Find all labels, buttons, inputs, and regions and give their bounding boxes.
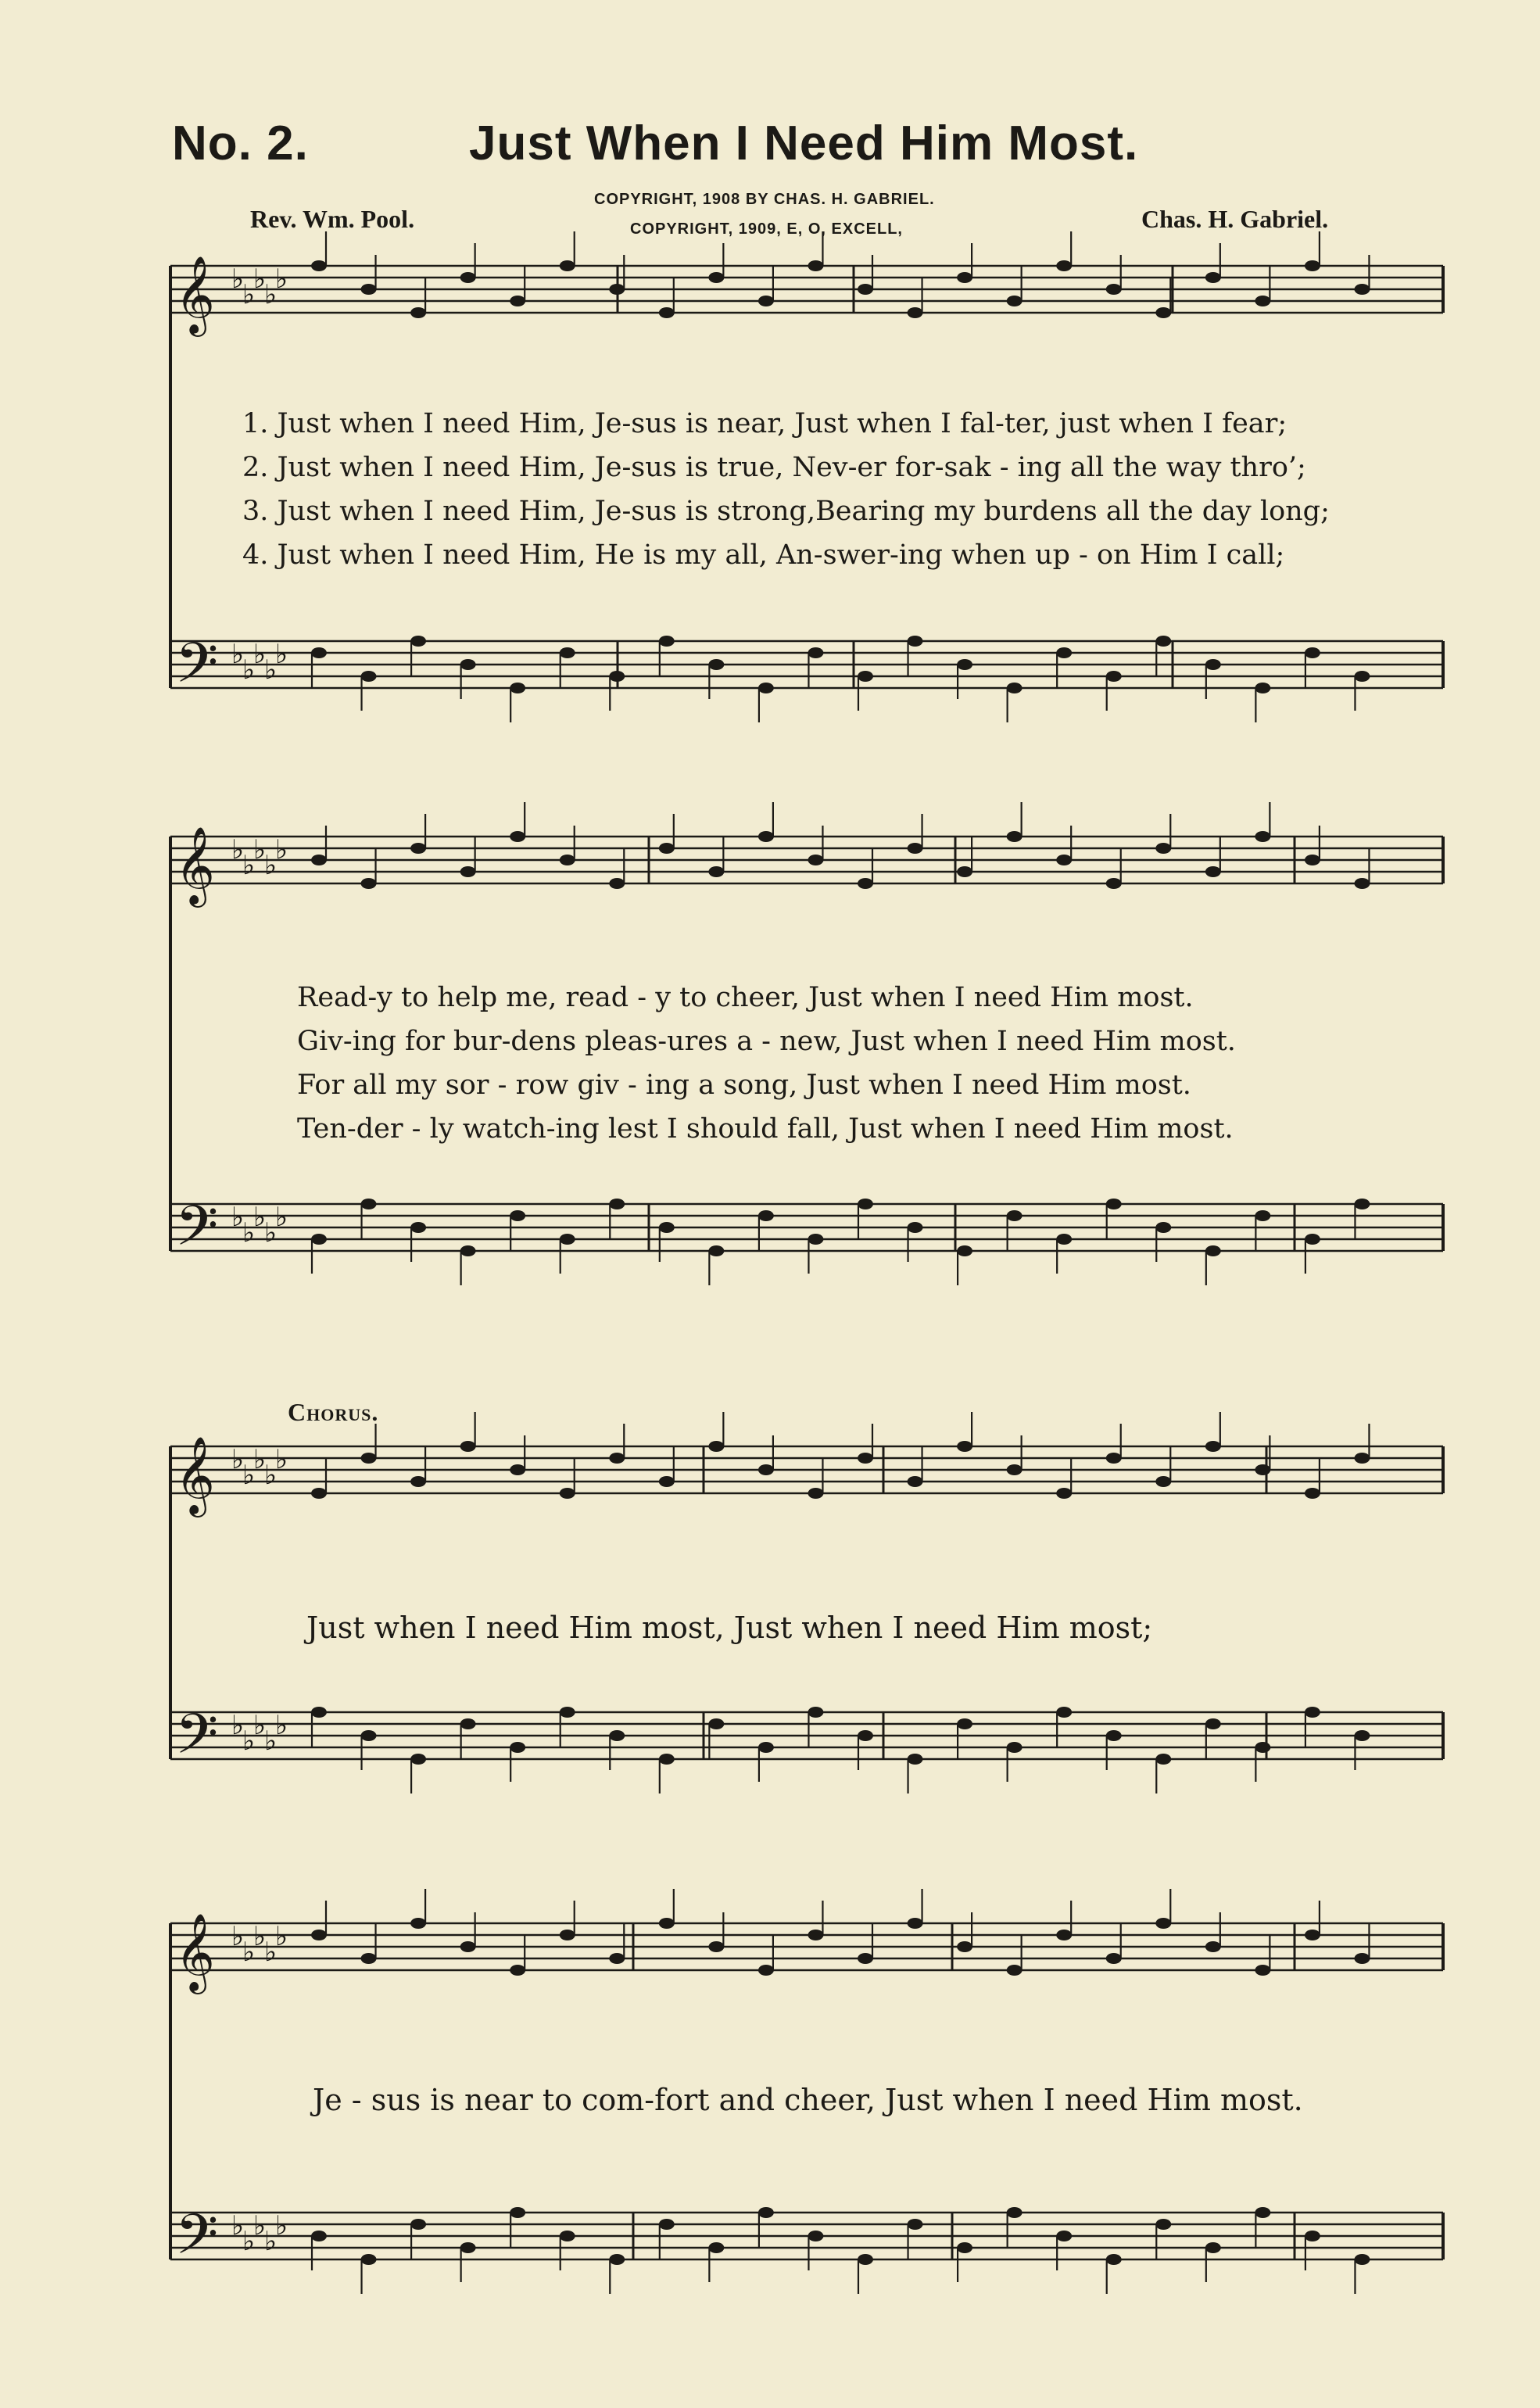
note-head [758, 296, 774, 306]
flat-sign: ♭ [253, 2210, 267, 2241]
copyright-line-1: COPYRIGHT, 1908 BY CHAS. H. GABRIEL. [594, 191, 935, 208]
note-head [858, 1453, 873, 1464]
flat-sign: ♭ [264, 1460, 278, 1491]
note-head [1255, 1464, 1270, 1475]
note-head [560, 2231, 575, 2241]
note-head [609, 284, 625, 295]
verse-4: 4. Just when I need Him, He is my all, An-swer-ing when up - on Him I call; [242, 539, 1285, 571]
note-head [1354, 284, 1370, 295]
flat-sign: ♭ [264, 654, 278, 686]
note-head [609, 671, 625, 682]
note-head [1007, 831, 1022, 842]
note-head [1205, 1718, 1221, 1729]
note-head [410, 2219, 426, 2230]
note-head [1305, 855, 1320, 865]
note-head [1056, 1234, 1072, 1245]
flat-sign: ♭ [275, 1921, 288, 1952]
note-head [808, 1707, 823, 1718]
note-head [1056, 647, 1072, 658]
note-head [758, 1742, 774, 1753]
note-head [808, 647, 823, 658]
note-head [957, 1941, 972, 1952]
note-head [1056, 260, 1072, 271]
note-head [410, 1918, 426, 1929]
note-head [957, 866, 972, 877]
flat-sign: ♭ [253, 263, 267, 295]
note-head [808, 2231, 823, 2241]
note-head [510, 1742, 525, 1753]
note-head [1007, 1464, 1022, 1475]
note-head [609, 2254, 625, 2265]
note-head [1155, 1476, 1171, 1487]
flat-sign: ♭ [275, 834, 288, 865]
note-head [1155, 1918, 1171, 1929]
note-head [1255, 1965, 1270, 1976]
flat-sign: ♭ [231, 1202, 245, 1233]
note-head [1354, 2254, 1370, 2265]
note-head [708, 2242, 724, 2253]
flat-sign: ♭ [275, 1710, 288, 1741]
flat-sign: ♭ [253, 639, 267, 670]
verse-2: 2. Just when I need Him, Je-sus is true, Nev-er for-sak - ing all the way thro’; [242, 452, 1306, 483]
note-head [460, 1441, 476, 1452]
flat-sign: ♭ [275, 1202, 288, 1233]
verse-1: 1. Just when I need Him, Je-sus is near, Just when I fal-ter, just when I fear; [242, 408, 1288, 439]
flat-sign: ♭ [231, 1444, 245, 1475]
note-head [708, 1941, 724, 1952]
note-head [858, 1199, 873, 1209]
note-head [410, 1476, 426, 1487]
note-head [1354, 1199, 1370, 1209]
note-head [1106, 878, 1122, 889]
note-head [1106, 1730, 1122, 1741]
flat-sign: ♭ [231, 1921, 245, 1952]
note-head [1255, 1742, 1270, 1753]
note-head [1155, 2219, 1171, 2230]
author: Rev. Wm. Pool. [250, 205, 415, 233]
flat-sign: ♭ [275, 2210, 288, 2241]
note-head [1007, 296, 1022, 306]
note-head [758, 1464, 774, 1475]
note-head [708, 866, 724, 877]
note-head [1106, 1453, 1122, 1464]
treble-clef: 𝄞 [175, 826, 215, 905]
note-head [708, 1718, 724, 1729]
note-head [560, 260, 575, 271]
note-head [1007, 1965, 1022, 1976]
note-head [410, 1222, 426, 1233]
treble-clef: 𝄞 [175, 1913, 215, 1991]
note-head [510, 831, 525, 842]
note-head [858, 1730, 873, 1741]
note-head [311, 1707, 327, 1718]
note-head [1155, 1754, 1171, 1765]
note-head [510, 296, 525, 306]
note-head [361, 1953, 377, 1964]
note-head [1354, 1453, 1370, 1464]
refrain-line-2: Giv-ing for bur-dens pleas-ures a - new, Just when I need Him most. [297, 1026, 1236, 1057]
flat-sign: ♭ [253, 1444, 267, 1475]
note-head [1305, 647, 1320, 658]
note-head [1056, 1707, 1072, 1718]
note-head [858, 284, 873, 295]
flat-sign: ♭ [242, 279, 256, 310]
note-head [510, 1965, 525, 1976]
note-head [361, 878, 377, 889]
note-head [361, 2254, 377, 2265]
note-head [560, 1930, 575, 1940]
note-head [908, 1918, 923, 1929]
note-head [758, 831, 774, 842]
note-head [1155, 307, 1171, 318]
note-head [1205, 1941, 1221, 1952]
note-head [808, 1930, 823, 1940]
note-head [361, 1199, 377, 1209]
note-head [1007, 1210, 1022, 1221]
note-head [758, 1965, 774, 1976]
note-head [908, 1754, 923, 1765]
note-head [908, 307, 923, 318]
note-head [311, 260, 327, 271]
note-head [609, 1730, 625, 1741]
treble-clef: 𝄞 [175, 1436, 215, 1514]
note-head [410, 843, 426, 854]
flat-sign: ♭ [253, 1921, 267, 1952]
refrain-line-3: For all my sor - row giv - ing a song, Just when I need Him most. [297, 1070, 1191, 1101]
note-head [957, 1718, 972, 1729]
note-head [460, 659, 476, 670]
note-head [1106, 284, 1122, 295]
flat-sign: ♭ [264, 850, 278, 881]
treble-clef: 𝄞 [175, 256, 215, 334]
note-head [410, 1754, 426, 1765]
note-head [361, 1730, 377, 1741]
note-head [1056, 2231, 1072, 2241]
note-head [560, 647, 575, 658]
note-head [609, 878, 625, 889]
note-head [758, 1210, 774, 1221]
bass-clef: 𝄢 [175, 1702, 219, 1780]
note-head [1155, 1222, 1171, 1233]
note-head [908, 636, 923, 647]
note-head [1056, 855, 1072, 865]
note-head [858, 671, 873, 682]
note-head [1155, 843, 1171, 854]
note-head [1305, 1488, 1320, 1499]
note-head [560, 1707, 575, 1718]
note-head [460, 1941, 476, 1952]
note-head [708, 272, 724, 283]
note-head [1354, 1953, 1370, 1964]
note-head [1106, 671, 1122, 682]
note-head [1106, 2254, 1122, 2265]
note-head [1305, 1707, 1320, 1718]
note-head [1255, 296, 1270, 306]
flat-sign: ♭ [275, 639, 288, 670]
note-head [758, 2207, 774, 2218]
note-head [957, 2242, 972, 2253]
note-head [510, 1464, 525, 1475]
note-head [460, 1245, 476, 1256]
flat-sign: ♭ [231, 263, 245, 295]
note-head [808, 260, 823, 271]
note-head [858, 878, 873, 889]
note-head [1354, 878, 1370, 889]
note-head [1056, 1930, 1072, 1940]
note-head [659, 1918, 675, 1929]
note-head [1205, 1441, 1221, 1452]
flat-sign: ♭ [242, 1460, 256, 1491]
note-head [1007, 2207, 1022, 2218]
note-head [1205, 2242, 1221, 2253]
flat-sign: ♭ [231, 2210, 245, 2241]
note-head [1106, 1199, 1122, 1209]
note-head [510, 2207, 525, 2218]
bass-clef: 𝄢 [175, 1194, 219, 1272]
flat-sign: ♭ [264, 1937, 278, 1968]
note-head [311, 647, 327, 658]
note-head [957, 272, 972, 283]
note-head [1305, 2231, 1320, 2241]
flat-sign: ♭ [242, 2226, 256, 2257]
note-head [659, 1476, 675, 1487]
flat-sign: ♭ [264, 1725, 278, 1757]
note-head [659, 1222, 675, 1233]
note-head [311, 1488, 327, 1499]
verse-3: 3. Just when I need Him, Je-sus is strong,Bearing my burdens all the day long; [242, 496, 1330, 527]
refrain-line-1: Read-y to help me, read - y to cheer, Just when I need Him most. [297, 982, 1194, 1013]
note-head [1255, 1210, 1270, 1221]
note-head [1155, 636, 1171, 647]
note-head [1205, 272, 1221, 283]
note-head [361, 1453, 377, 1464]
copyright-line-2: COPYRIGHT, 1909, E, O, EXCELL, [630, 220, 903, 238]
note-head [1305, 260, 1320, 271]
note-head [510, 1210, 525, 1221]
note-head [1305, 1930, 1320, 1940]
refrain-line-4: Ten-der - ly watch-ing lest I should fall, Just when I need Him most. [297, 1113, 1234, 1145]
note-head [1305, 1234, 1320, 1245]
note-head [808, 855, 823, 865]
note-head [1255, 683, 1270, 693]
note-head [1255, 2207, 1270, 2218]
note-head [410, 636, 426, 647]
note-head [1354, 671, 1370, 682]
note-head [708, 1245, 724, 1256]
flat-sign: ♭ [242, 1725, 256, 1757]
note-head [311, 2231, 327, 2241]
note-head [361, 671, 377, 682]
note-head [957, 659, 972, 670]
note-head [708, 1441, 724, 1452]
note-head [908, 843, 923, 854]
note-head [1056, 1488, 1072, 1499]
flat-sign: ♭ [231, 834, 245, 865]
note-head [560, 1234, 575, 1245]
note-head [908, 1222, 923, 1233]
note-head [858, 1953, 873, 1964]
note-head [311, 855, 327, 865]
note-head [1205, 866, 1221, 877]
note-head [659, 2219, 675, 2230]
note-head [1205, 1245, 1221, 1256]
flat-sign: ♭ [253, 1710, 267, 1741]
note-head [1255, 831, 1270, 842]
flat-sign: ♭ [253, 834, 267, 865]
note-head [1106, 1953, 1122, 1964]
flat-sign: ♭ [242, 1217, 256, 1249]
note-head [908, 1476, 923, 1487]
note-head [361, 284, 377, 295]
flat-sign: ♭ [264, 2226, 278, 2257]
note-head [609, 1199, 625, 1209]
flat-sign: ♭ [253, 1202, 267, 1233]
note-head [560, 1488, 575, 1499]
flat-sign: ♭ [264, 1217, 278, 1249]
note-head [659, 1754, 675, 1765]
note-head [460, 866, 476, 877]
flat-sign: ♭ [275, 263, 288, 295]
note-head [560, 855, 575, 865]
note-head [758, 683, 774, 693]
note-head [410, 307, 426, 318]
composer: Chas. H. Gabriel. [1141, 205, 1329, 233]
note-head [1205, 659, 1221, 670]
flat-sign: ♭ [275, 1444, 288, 1475]
note-head [609, 1953, 625, 1964]
chorus-line-2: Je - sus is near to com-fort and cheer, Just when I need Him most. [313, 2083, 1303, 2117]
note-head [659, 843, 675, 854]
note-head [708, 659, 724, 670]
note-head [609, 1453, 625, 1464]
flat-sign: ♭ [242, 1937, 256, 1968]
note-head [460, 1718, 476, 1729]
chorus-line-1: Just when I need Him most, Just when I need Him most; [306, 1611, 1153, 1645]
chorus-heading: Chorus. [288, 1398, 379, 1426]
note-head [460, 272, 476, 283]
note-head [957, 1245, 972, 1256]
note-head [659, 307, 675, 318]
hymn-number: No. 2. [172, 116, 309, 170]
note-head [858, 2254, 873, 2265]
note-head [957, 1441, 972, 1452]
flat-sign: ♭ [231, 1710, 245, 1741]
note-head [311, 1930, 327, 1940]
note-head [808, 1234, 823, 1245]
flat-sign: ♭ [264, 279, 278, 310]
flat-sign: ♭ [242, 850, 256, 881]
note-head [808, 1488, 823, 1499]
note-head [510, 683, 525, 693]
note-head [659, 636, 675, 647]
bass-clef: 𝄢 [175, 631, 219, 709]
note-head [460, 2242, 476, 2253]
note-head [1354, 1730, 1370, 1741]
flat-sign: ♭ [242, 654, 256, 686]
hymn-title: Just When I Need Him Most. [469, 116, 1139, 170]
note-head [1007, 683, 1022, 693]
note-head [1007, 1742, 1022, 1753]
note-head [311, 1234, 327, 1245]
note-head [908, 2219, 923, 2230]
bass-clef: 𝄢 [175, 2202, 219, 2281]
flat-sign: ♭ [231, 639, 245, 670]
